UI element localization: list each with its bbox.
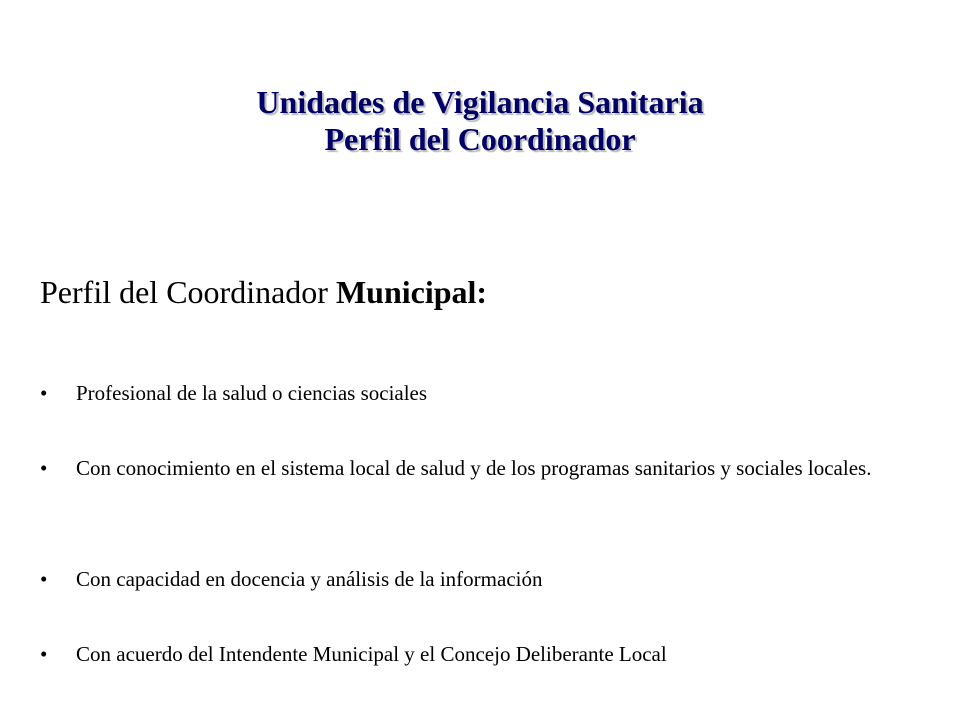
title-line-1: Unidades de Vigilancia Sanitaria — [256, 84, 704, 120]
section-heading-text: Perfil del Coordinador — [40, 274, 328, 310]
bullet-text: Con conocimiento en el sistema local de salud y de los programas sanitarios y sociales locales. — [76, 456, 872, 480]
bullet-text: Profesional de la salud o ciencias sociales — [76, 381, 428, 405]
bullet-icon: • — [40, 567, 48, 591]
section-heading-bold: Municipal: — [335, 274, 488, 310]
slide-title — [0, 84, 960, 158]
section-heading — [40, 272, 487, 312]
bullet-item-4 — [40, 641, 936, 668]
bullet-icon: • — [40, 642, 48, 666]
bullet-text: Con capacidad en docencia y análisis de la información — [76, 567, 543, 591]
bullet-item-2 — [40, 455, 936, 482]
bullet-icon: • — [40, 381, 48, 405]
bullet-text: Con acuerdo del Intendente Municipal y el Concejo Deliberante Local — [76, 642, 667, 666]
title-line-2: Perfil del Coordinador — [324, 121, 636, 157]
bullet-item-3 — [40, 566, 936, 593]
bullet-icon: • — [40, 456, 48, 480]
bullet-item-1 — [40, 380, 936, 407]
